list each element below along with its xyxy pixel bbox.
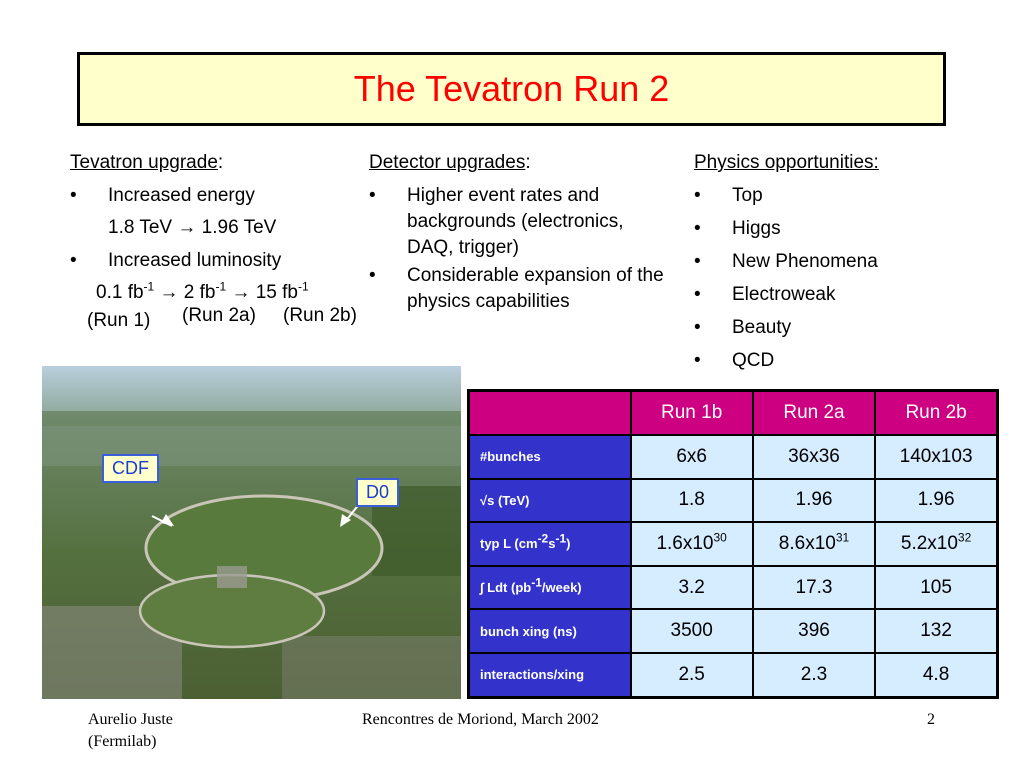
table-cell: 2.3 xyxy=(753,653,875,698)
fermilab-aerial-photo xyxy=(42,366,461,699)
tevatron-upgrade-column xyxy=(70,150,370,332)
table-cell: 1.8 xyxy=(631,479,753,523)
table-cell: 3.2 xyxy=(631,566,753,610)
footer-conference: Rencontres de Moriond, March 2002 xyxy=(362,711,599,728)
table-cell: 3500 xyxy=(631,609,753,653)
table-cell: $1.6x10^{30}$ xyxy=(631,522,753,566)
row-label: typ L $(cm^{-2}s^{-1})$ xyxy=(469,522,631,566)
table-cell: 105 xyxy=(875,566,997,610)
row-label: bunch xing (ns) xyxy=(469,609,631,653)
table-row xyxy=(469,566,998,610)
row-label: √s (TeV) xyxy=(469,479,631,523)
detector-upgrades-column xyxy=(369,150,674,315)
table-header-row xyxy=(469,391,998,436)
table-cell: 36x36 xyxy=(753,435,875,479)
row-label: interactions/xing xyxy=(469,653,631,698)
table-row xyxy=(469,479,998,523)
energy-detail: 1.8 TeV → 1.96 TeV xyxy=(108,217,277,238)
title-box xyxy=(77,52,946,126)
table-row xyxy=(469,653,998,698)
list-item: • Beauty xyxy=(694,317,792,338)
table-cell: 1.96 xyxy=(875,479,997,523)
table-row xyxy=(469,435,998,479)
list-item: • Considerable expansion of the physics capabilities xyxy=(369,265,664,312)
table-cell: 6x6 xyxy=(631,435,753,479)
d0-label: D0 xyxy=(356,478,399,507)
table-header-cell: Run 1b xyxy=(631,391,753,436)
table-header-cell: Run 2b xyxy=(875,391,997,436)
list-item: • Higher event rates and backgrounds (electronics, DAQ, trigger) xyxy=(369,185,624,258)
table-cell: 4.8 xyxy=(875,653,997,698)
table-row xyxy=(469,609,998,653)
table-cell: $8.6x10^{31}$ xyxy=(753,522,875,566)
list-item: • Increased energy xyxy=(70,185,255,206)
table-header-cell: Run 2a xyxy=(753,391,875,436)
list-item: • New Phenomena xyxy=(694,251,878,272)
list-item: • Electroweak xyxy=(694,284,836,305)
table-row xyxy=(469,522,998,566)
table-cell: 1.96 xyxy=(753,479,875,523)
column-heading: Tevatron upgrade: xyxy=(70,152,224,173)
slide-title: The Tevatron Run 2 xyxy=(353,68,670,109)
table-cell: $5.2x10^{32}$ xyxy=(875,522,997,566)
table-header-cell xyxy=(469,391,631,436)
physics-opportunities-column xyxy=(694,150,994,374)
column-heading: Detector upgrades: xyxy=(369,152,531,173)
cdf-label: CDF xyxy=(102,454,159,483)
table-cell: 132 xyxy=(875,609,997,653)
column-heading: Physics opportunities: xyxy=(694,152,879,173)
list-item: • Increased luminosity xyxy=(70,250,282,271)
run-labels: (Run 1) (Run 2a) (Run 2b) xyxy=(87,305,357,331)
row-label: ∫ Ldt $(pb^{-1}/week)$ xyxy=(469,566,631,610)
row-label: #bunches xyxy=(469,435,631,479)
list-item: • QCD xyxy=(694,350,775,371)
table-cell: 17.3 xyxy=(753,566,875,610)
list-item: • Higgs xyxy=(694,218,781,239)
table-cell: 2.5 xyxy=(631,653,753,698)
luminosity-detail: 0.1 $fb^{-1} \to 2$ $fb^{-1} \to 15$ $fb^{-1}$ xyxy=(96,279,309,303)
table-cell: 140x103 xyxy=(875,435,997,479)
footer-author: Aurelio Juste (Fermilab) xyxy=(88,711,173,750)
run-parameters-table xyxy=(467,389,999,699)
list-item: • Top xyxy=(694,185,763,206)
table-cell: 396 xyxy=(753,609,875,653)
aerial-photo-illustration xyxy=(42,366,461,699)
page-number: 2 xyxy=(927,711,935,728)
